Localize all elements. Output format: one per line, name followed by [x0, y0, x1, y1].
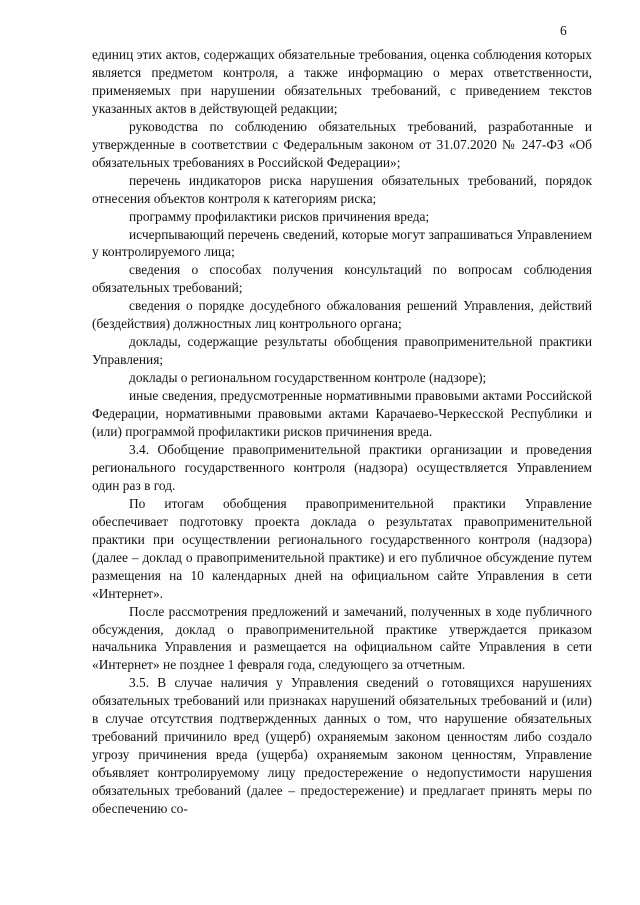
paragraph-7: сведения о порядке досудебного обжалования решений Управления, действий (бездействия) должностных лиц контрольного органа;: [92, 298, 592, 332]
paragraph-14: 3.5. В случае наличия у Управления сведений о готовящихся нарушениях обязательных требований или признаках нарушений обязательных требований и (или) в случае отсутствия подтвержденных данных о том, что нарушение обязательных требований причинило вред (ущерб) охраняемым законом ценностям либо создало угрозу причинения вреда (ущерба) охраняемым законом ценностям, Управление объявляет контролируемому лицу предостережение о недопустимости нарушения обязательных требований (далее – предостережение) и предлагает принять меры по обеспечению со-: [92, 675, 592, 817]
paragraph-5: исчерпывающий перечень сведений, которые могут запрашиваться Управлением у контролируемого лица;: [92, 226, 592, 260]
paragraph-4: программу профилактики рисков причинения вреда;: [129, 208, 430, 224]
paragraph-9: доклады о региональном государственном контроле (надзоре);: [129, 370, 487, 386]
page-number: 6: [560, 23, 567, 38]
paragraph-1: единиц этих актов, содержащих обязательные требования, оценка соблюдения которых является предметом контроля, а также информацию о мерах ответственности, применяемых при нарушении обязательных требований, с приведением текстов указанных актов в действующей редакции;: [92, 47, 592, 116]
paragraph-13: После рассмотрения предложений и замечаний, полученных в ходе публичного обсуждения, доклад о правоприменительной практике утверждается приказом начальника Управления и размещается на официальном сайте Управления в сети «Интернет» не позднее 1 февраля года, следующего за отчетным.: [92, 603, 592, 673]
document-body: [92, 46, 592, 818]
paragraph-11: 3.4. Обобщение правоприменительной практики организации и проведения регионального государственного контроля (надзора) осуществляется Управлением один раз в год.: [92, 441, 592, 493]
paragraph-3: перечень индикаторов риска нарушения обязательных требований, порядок отнесения объектов контроля к категориям риска;: [92, 172, 592, 206]
paragraph-12: По итогам обобщения правоприменительной практики Управление обеспечивает подготовку проекта доклада о результатах правоприменительной практики при осуществлении регионального государственного контроля (надзора) (далее – доклад о правоприменительной практике) и его публичное обсуждение путем размещения на 10 календарных дней на официальном сайте Управления в сети «Интернет».: [92, 495, 592, 601]
paragraph-6: сведения о способах получения консультаций по вопросам соблюдения обязательных требований;: [92, 262, 592, 296]
paragraph-8: доклады, содержащие результаты обобщения правоприменительной практики Управления;: [92, 334, 592, 368]
paragraph-10: иные сведения, предусмотренные нормативными правовыми актами Российской Федерации, нормативными правовыми актами Карачаево-Черкесской Республики и (или) программой профилактики рисков причинения вреда.: [92, 388, 592, 440]
paragraph-2: руководства по соблюдению обязательных требований, разработанные и утвержденные в соответствии с Федеральным законом от 31.07.2020 № 247-ФЗ «Об обязательных требованиях в Российской Федерации»;: [92, 118, 592, 170]
